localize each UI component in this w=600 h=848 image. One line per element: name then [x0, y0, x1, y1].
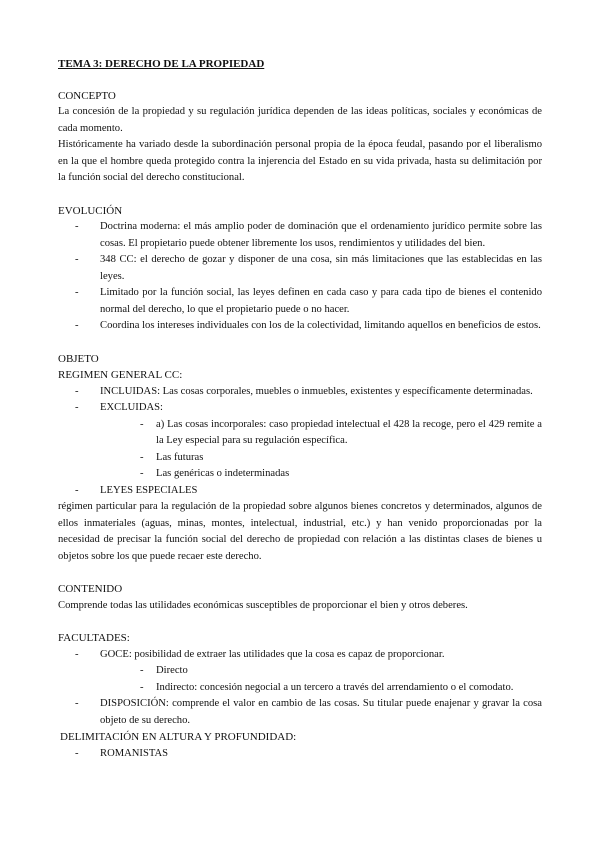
section-heading-objeto: OBJETO [58, 352, 99, 365]
list-item-goce [75, 647, 542, 697]
section-heading-facultades: FACULTADES: [58, 632, 130, 644]
leyes-especiales-paragraph: régimen particular para la regulación de la propiedad sobre algunos bienes concretos y determinados, algunos de ellos inmateriales (aguas, minas, montes, intelectual, industrial, etc.) y han venido proporcionadas por la necesidad de precisar la función social del derecho de propiedad con relación a las distintas clases de bienes u objetos sobre los que puede recaer este derecho. [58, 501, 542, 562]
list-item-disposicion: - DISPOSICIÓN: comprende el valor en cambio de las cosas. Su titular puede enajenar y gravar la cosa objeto de su derecho. [75, 696, 542, 729]
section-heading-contenido: CONTENIDO [58, 583, 123, 595]
sub-list-item: - Indirecto: concesión negocial a un tercero a través del arrendamiento o el comodato. [140, 680, 542, 697]
subheading-delimitacion: DELIMITACIÓN EN ALTURA Y PROFUNDIDAD: [60, 731, 297, 743]
delimitacion-list [58, 746, 542, 763]
section-heading-evolucion: EVOLUCIÓN [58, 204, 123, 217]
contenido-paragraph: Comprende todas las utilidades económicas susceptibles de proporcionar el bien y otros deberes. [58, 599, 468, 611]
goce-sublist [100, 663, 542, 696]
excluidas-label: EXCLUIDAS: [100, 402, 163, 413]
list-item-leyes-especiales: - LEYES ESPECIALES [75, 483, 542, 500]
list-item-excluidas [75, 400, 542, 483]
excluidas-sublist [100, 417, 542, 483]
list-item: - Limitado por la función social, las leyes definen en cada caso y para cada tipo de bienes el contenido normal del derecho, lo que el propietario puede o no hacer. [75, 285, 542, 318]
sub-list-item: - a) Las cosas incorporales: caso propiedad intelectual el 428 la recoge, pero el 429 remite a la Ley especial para su regulación específica. [140, 417, 542, 450]
goce-text: GOCE: posibilidad de extraer las utilidades que la cosa es capaz de proporcionar. [100, 648, 445, 660]
document-title: TEMA 3: DERECHO DE LA PROPIEDAD [58, 58, 265, 70]
list-item-incluidas: - INCLUIDAS: Las cosas corporales, muebles o inmuebles, existentes y específicamente determinadas. [75, 384, 542, 401]
concepto-paragraph-2: Históricamente ha variado desde la subordinación personal propia de la época feudal, pasando por el liberalismo en la que el hombre queda protegido contra la injerencia del Estado en su vida privada, hasta su delimitación por la función social del derecho constitucional. [58, 139, 542, 183]
section-heading-concepto: CONCEPTO [58, 89, 116, 102]
list-item: - 348 CC: el derecho de gozar y disponer de una cosa, sin más limitaciones que las establecidas en las leyes. [75, 252, 542, 285]
list-item: - Coordina los intereses individuales con los de la colectividad, limitando aquellos en beneficios de estos. [75, 318, 542, 335]
objeto-list [58, 384, 542, 500]
list-item-romanistas: - ROMANISTAS [75, 746, 542, 763]
evolucion-list [58, 219, 542, 335]
facultades-list [58, 647, 542, 730]
document-page [58, 56, 542, 762]
subheading-regimen-general: REGIMEN GENERAL CC: [58, 369, 183, 381]
sub-list-item: - Las futuras [140, 450, 542, 467]
concepto-paragraph-1: La concesión de la propiedad y su regulación jurídica dependen de las ideas políticas, sociales y económicas de cada momento. [58, 106, 542, 134]
sub-list-item: - Las genéricas o indeterminadas [140, 466, 542, 483]
list-item: - Doctrina moderna: el más amplio poder de dominación que el ordenamiento jurídico permite sobre las cosas. El propietario puede obtener libremente los usos, rendimientos y utilidades del bien. [75, 219, 542, 252]
sub-list-item: - Directo [140, 663, 542, 680]
